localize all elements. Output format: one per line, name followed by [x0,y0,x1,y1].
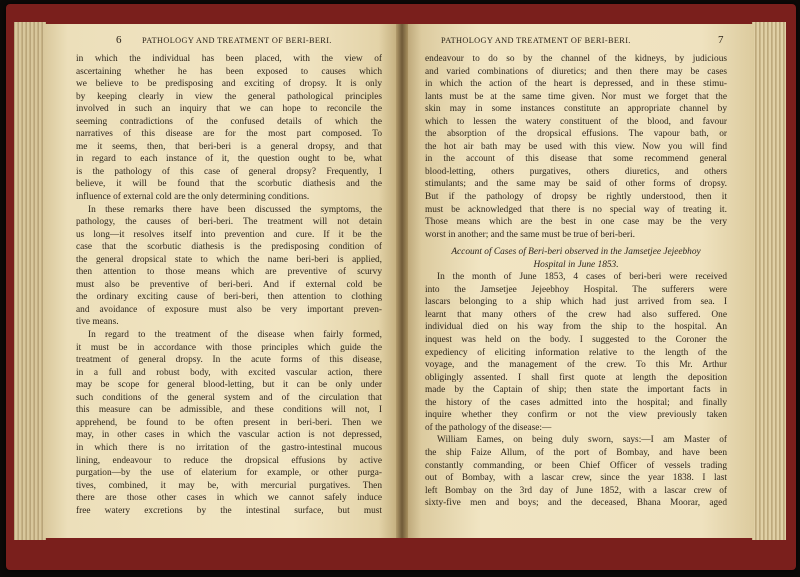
text-line: inquest was held on the body. I suggested to the Coroner the [425,335,727,346]
text-line: believe, it will be found that the scorbutic diathesis and the [76,179,382,190]
text-line: lascars belonging to a ship which had just arrived from sea. I [425,297,727,308]
text-line: of the pathology of the disease:— [425,422,552,433]
text-line: free watery excretions by the intestinal surface, but must [76,505,382,516]
text-line: must be acknowledged that there is no special way of treating it. [425,204,727,215]
book-gutter [396,24,408,538]
text-line: the history of the cases admitted into the hospital; and finally [425,397,727,408]
text-line: In the month of June 1853, 4 cases of beri-beri were received [437,272,727,283]
text-line: in a full and robust body, with excited vascular action, there [76,367,382,378]
text-line: and varied combinations of diuretics; and then there may be cases [425,66,727,77]
text-line: in which the action of the heart is depressed, and in these stimu- [425,79,727,90]
text-line: the hot air bath may be used with this view. Now you will find [425,141,727,152]
text-line: expediency of eliciting information relative to the length of the [425,347,727,358]
text-line: treatment of general dropsy. In the acute forms of this disease, [76,355,382,366]
text-line: us long—it resolves itself into prevention and cure. If it be the [76,229,382,240]
left-page-number: 6 [116,34,122,46]
text-line: the general dropsical state to which the name beri-beri is applied, [76,254,382,265]
text-line: which to lessen the watery constituent of the blood, and favour [425,116,727,127]
text-line: blood-letting, others purgatives, others diuretics, and others [425,166,727,177]
text-line: out of Bombay, with a lascar crew, since the year 1838. I last [425,473,727,484]
text-line: is the pathology of this case of general dropsy? Frequently, I [76,166,382,177]
text-line: made by the Captain of ship; then state the important facts in [425,385,727,396]
left-page-edges [14,22,46,540]
text-line: inquire whether they confirm or not the view previously taken [425,410,727,421]
text-line: voyage, and the management of the crew. To this Mr. Arthur [425,360,727,371]
text-line: Those means which are the best in one case may be the very [425,217,727,228]
text-line: endeavour to do so by the channel of the kidneys, by judicious [425,54,727,64]
right-running-header: PATHOLOGY AND TREATMENT OF BERI-BERI. [441,36,631,45]
text-line: we believe to be predisposing and exciting of dropsy. It is only [76,79,382,90]
text-line: the ordinary exciting cause of beri-beri, then attention to clothing [76,292,382,303]
text-line: narratives of this disease are for the most part composed. To [76,129,382,140]
text-line: such conditions of the general system and of the circulation that [76,392,382,403]
text-line: in which the individual has been placed, with the view of [76,54,382,64]
text-line: purgation—by the use of elaterium for example, or other purga- [76,468,382,479]
right-page-edges [752,22,786,540]
text-line: But if the pathology of dropsy be rightly understood, then it [425,192,727,203]
text-line: by keeping clearly in view the general pathological principles [76,91,382,102]
text-line: lining, endeavour to reduce the dropsical effusions by active [76,455,382,466]
right-page-body [425,53,727,510]
text-line: influence of external cold are the only determining conditions. [76,192,310,203]
text-line: it must be in accordance with those principles which guide the [76,342,382,353]
text-line: there are those other cases in which we cannot safely induce [76,493,382,504]
text-line: left Bombay on the 3rd day of June 1852, with a lascar crew of [425,485,727,496]
text-line: ascertaining whether he has been exposed to causes which [76,66,382,77]
left-page-body [76,53,382,517]
text-line: then attention to those means which are preventive of scurvy [76,267,382,278]
text-line: me it seems, then, that beri-beri is a general dropsy, and that [76,141,382,152]
text-line: may, in other cases in which the vascular action is not depressed, [76,430,382,441]
text-line: stimulants; and the same may be said of other forms of dropsy. [425,179,727,190]
text-line: tives, combined, it may be, with mercurial purgatives. Then [76,480,382,491]
text-line: pathology, the causes of beri-beri. The treatment will not detain [76,217,382,228]
text-line: case that the scorbutic diathesis is the predisposing condition of [76,242,382,253]
text-line: the absorption of the dropsical effusions. The vapour bath, or [425,129,727,140]
text-line: In these remarks there have been discussed the symptoms, the [88,204,382,215]
text-line: learnt that many others of the crew had also suffered. One [425,309,727,320]
text-line: apprehend, be found to be often present in beri-beri. Then we [76,417,382,428]
text-line: skin may in some instances constitute an appropriate channel by [425,104,727,115]
text-line: Account of Cases of Beri-beri observed in the Jamsetjee Jejeebhoy [451,247,701,258]
text-line: may be scope for general blood-letting, but it can be only under [76,380,382,391]
text-line: William Eames, on being duly sworn, says:—I am Master of [437,435,727,446]
text-line: tive means. [76,317,119,328]
text-line: seeming contradictions of the confused details of which the [76,116,382,127]
text-line: must also be preventive of beri-beri. And if external cold be [76,279,382,290]
text-line: in which there is no irritation of the gastro-intestinal mucous [76,442,382,453]
text-line: sixty-five men and boys; and the deceased, Bhana Moorar, aged [425,498,727,509]
text-line: constantly commanding, or been Chief Officer of vessels trading [425,460,727,471]
text-line: individual died on his way from the ship to the hospital. An [425,322,727,333]
text-line: obligingly assented. I shall first quote at length the deposition [425,372,727,383]
text-line: in the account of this disease that some recommend general [425,154,727,165]
right-page-number: 7 [718,34,724,46]
text-line: and avoidance of exposure must also be very important preven- [76,304,382,315]
text-line: involved in such an inquiry that we can hope to reconcile the [76,104,382,115]
text-line: lants must be at the same time given. Nor must we forget that the [425,91,727,102]
text-line: the ship Faize Allum, of the port of Bombay, and have been [425,447,727,458]
text-line: this measure can be admissible, and these conditions will not, I [76,405,382,416]
text-line: into the Jamsetjee Jejeebhoy Hospital. The sufferers were [425,284,727,295]
text-line: in regard to each instance of it, the question ought to be, what [76,154,382,165]
left-running-header: PATHOLOGY AND TREATMENT OF BERI-BERI. [142,36,332,45]
text-line: worst in another; and the same must be true of beri-beri. [425,229,635,240]
text-line: Hospital in June 1853. [533,259,619,270]
text-line: In regard to the treatment of the disease when fairly formed, [88,330,382,341]
